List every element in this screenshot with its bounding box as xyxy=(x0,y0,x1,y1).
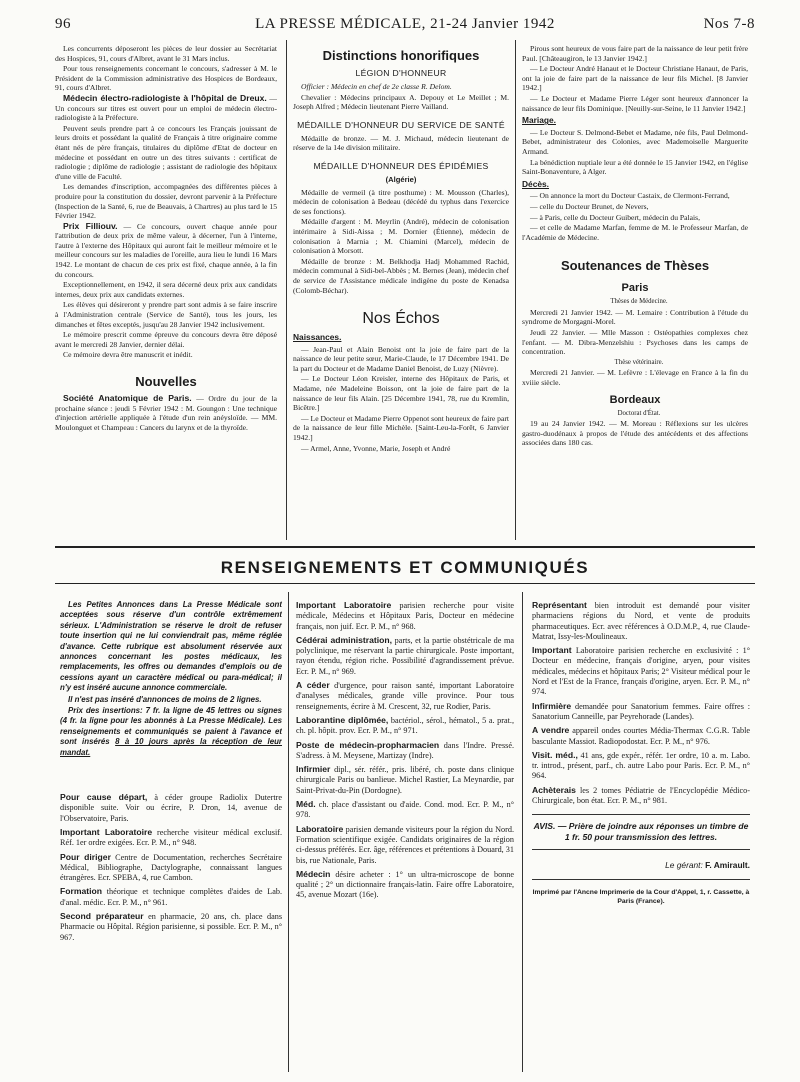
paragraph: Chevalier : Médecins principaux A. Depouy et Le Meillet ; M. Joseph Alfred ; Médecin lieutenant Pierre Vailland. xyxy=(293,92,509,112)
avis-text: AVIS. — Prière de joindre aux réponses un timbre de 1 fr. 50 pour transmission des lettres. xyxy=(533,821,749,843)
ad-item xyxy=(296,824,514,866)
ad-item xyxy=(60,852,282,884)
page-header xyxy=(55,14,755,38)
column-divider xyxy=(286,40,287,540)
intro-paragraph: Il n'est pas inséré d'annonces de moins de 2 lignes. xyxy=(68,694,262,704)
ad-text: parisien recherche pour visite médicale, Médecins et Hôpitaux Paris, Docteur en médecine français, non juif. Ecr. P. M., n° 968. xyxy=(296,601,514,631)
ad-lead: Infirmière xyxy=(532,700,572,711)
ad-text: à céder groupe Radiolix Dutertre disponible suite. Voir ou écrire, P. Dron, 14, avenue de l'Observatoire, Paris. xyxy=(60,793,282,823)
paragraph: Médaille de vermeil (à titre posthume) : M. Mousson (Charles), médecin de colonisation à Bedeau (décédé du typhus dans l'exercice de ses fonctions). xyxy=(293,187,509,216)
subsection-title: LÉGION D'HONNEUR xyxy=(355,68,447,78)
ad-item xyxy=(296,799,514,821)
intro-text-underlined: 8 à 10 jours après la réception de leur mandat. xyxy=(60,737,282,757)
banner-rule-bottom xyxy=(55,583,755,584)
ad-text: Centre de Documentation, recherches Secrétaire Médical, Bibliographe, Dactylographe, connaissant langues étrangères. Ecr. SPEBA, 4, rue Cambon. xyxy=(60,852,282,883)
thesis-type: Doctorat d'État. xyxy=(617,409,661,417)
column-divider xyxy=(522,592,523,1072)
section-title-theses: Soutenances de Thèses xyxy=(560,258,710,274)
paragraph: 19 au 24 Janvier 1942. — M. Moreau : Réflexions sur les ulcères gastro-duodénaux à propos de l'étude des antécédents et des affections associées dans 180 cas. xyxy=(522,419,748,448)
paragraph: — On annonce la mort du Docteur Castaix, de Clermont-Ferrand, xyxy=(530,191,730,201)
section-title-echos: Nos Échos xyxy=(362,310,440,328)
ad-lead: Infirmier xyxy=(296,764,331,775)
banner-rule-top xyxy=(55,546,755,548)
banner-title: RENSEIGNEMENTS ET COMMUNIQUÉS xyxy=(220,558,590,577)
paragraph: — Le Docteur André Hanaut et le Docteur Christiane Hanaut, de Paris, ont la joie de faire part de la naissance de leur fils Michel. [8 Janvier 1942.] xyxy=(522,64,748,93)
paragraph: Officier : Médecin en chef de 2e classe R. Delom. xyxy=(301,82,452,91)
ad-lead: Représentant xyxy=(532,600,587,610)
ad-lead: Second préparateur xyxy=(60,911,144,922)
section-title-nouvelles: Nouvelles xyxy=(135,374,197,389)
ad-lead: Achèterais xyxy=(532,784,576,795)
intro-paragraph xyxy=(60,706,282,758)
paragraph: Jeudi 22 Janvier. — Mlle Masson : Ostéopathies complexes chez l'enfant. — M. Dibra-Menzelshiu : Psychoses dans les camps de concentration. xyxy=(522,328,748,357)
ad-lead: Médecin xyxy=(296,868,331,879)
paragraph: Mercredi 21 Janvier 1942. — M. Lemaire : Contribution à l'étude du syndrome de Morgagni-Morel. xyxy=(522,307,748,327)
ad-lead: Laborantine diplômée, xyxy=(296,714,389,725)
ad-lead: Pour diriger xyxy=(60,851,111,862)
paragraph-text: — Ordre du jour de la prochaine séance : jeudi 5 Février 1942 : M. Goungon : Une technique d'injection artérielle appliquée à l'étude d'un rein anéysloïde. — MM. Moulonguet et Champeau : Cancers du larynx et de la thyroïde. xyxy=(55,394,277,432)
ad-lead: A céder xyxy=(296,680,330,691)
ads-column-middle xyxy=(296,600,514,1070)
column-middle xyxy=(293,44,509,540)
column-right xyxy=(522,44,748,540)
gerant-label: Le gérant: xyxy=(665,860,703,871)
ad-item xyxy=(60,792,282,824)
ad-text: recherche visiteur médical exclusif. Réf. 1er ordre exigées. Ecr. P. M., n° 948. xyxy=(60,827,282,848)
paragraph: Exceptionnellement, en 1942, il sera décerné deux prix aux candidats internes, deux prix aux candidats externes. xyxy=(55,280,277,299)
imprimeur-divider xyxy=(532,879,750,880)
paragraph: — Armel, Anne, Yvonne, Marie, Joseph et André xyxy=(301,443,451,453)
ad-text: 41 ans, gde expér., référ. 1er ordre, 10 a. m. Labo. tr. introd., présent, parf., ch. autre Labo pour Paris. Ecr. P. M., n° 964. xyxy=(532,750,750,781)
ad-item xyxy=(296,600,514,632)
column-left xyxy=(55,44,277,540)
journal-title: LA PRESSE MÉDICALE, 21-24 Janvier 1942 xyxy=(255,16,555,32)
paragraph: — Le Docteur et Madame Pierre Léger sont heureux d'annoncer la naissance de leur fils Dominique. [Neuilly-sur-Seine, le 11 Janvier 1942.] xyxy=(522,93,748,113)
ad-item xyxy=(532,645,750,697)
city-heading-paris: Paris xyxy=(621,282,649,295)
column-divider xyxy=(515,40,516,540)
paragraph-text: — Ce concours, ouvert chaque année pour l'attribution de deux prix de même valeur, à décerner, l'un à l'interne, l'autre à l'externe des Hôpitaux qui auront fait le meilleur mémoire et le meilleur concours sur les maladies de l'oreille, aura lieu le lundi 16 Mars 1942. Le montant de chacun de ces prix est fixé, chaque année, à la fin du concours. xyxy=(55,221,277,279)
lead-text: Prix Filliouv. xyxy=(63,220,118,231)
issue-number: Nos 7-8 xyxy=(703,16,755,32)
ad-item xyxy=(532,600,750,642)
ad-lead: A vendre xyxy=(532,725,570,736)
ad-text: en pharmacie, 20 ans, ch. place dans Pharmacie ou Hôpital. Région parisienne, si possible. Ecr. P. M., n° 967. xyxy=(60,912,282,942)
paragraph-text: — Un concours sur titres est ouvert pour un emploi de médecin électro-radiologiste à la Préfecture. xyxy=(55,93,277,123)
ads-column-left xyxy=(60,600,282,1070)
imprimeur-text: Imprimé par l'Ancne Imprimerie de la Cour d'Appel, 1, r. Cassette, à Paris (France). xyxy=(532,888,750,905)
ad-text: parts, et la partie obstétricale de ma polyclinique, me réservant la partie chirurgicale. Poste important, rayon étendu, région riche. Possibilité d'agrandissement prévue. Ecr. P. M., n° 969. xyxy=(296,635,514,676)
subsection-title: MÉDAILLE D'HONNEUR DES ÉPIDÉMIES xyxy=(313,160,489,171)
ad-text: bien introduit est demandé pour visiter pharmaciens régions du Nord, et vente de produits pharmaceutiques. Ecr. avec références à O.D.M.P., 4, rue Claude-Matrat, Issy-les-Moulineaux. xyxy=(532,601,750,641)
paragraph xyxy=(55,394,277,432)
ad-text: demandée pour Sanatorium femmes. Faire offres : Sanatorium Canneille, par Peyrehorade (Landes). xyxy=(532,701,750,721)
paragraph: Les élèves qui désireront y prendre part sont admis à se faire inscrire à l'Administration centrale (Service de Santé), tous les jours, les dimanches et fêtes exceptés, jusqu'au 28 Janvier 1942 inclusivement. xyxy=(55,300,277,329)
category-mariage: Mariage. xyxy=(522,115,556,126)
intro-paragraph: Les Petites Annonces dans La Presse Médicale sont acceptées sous réserve d'un contrôle extrêmement sérieux. L'Administration se réserve le droit de refuser toute insertion qui ne lui conviendrait pas, même réglée d'avance. Cette rubrique est absolument réservée aux annonces concernant les postes médicaux, les remplacements, les offres ou demandes d'emplois ou de cessions ayant un caractère médical ou para-médical; il n'y est inséré aucune annonce commerciale. xyxy=(60,600,282,693)
paragraph: Médaille de bronze : M. Belkhodja Hadj Mohammed Rachid, médecin communal à Sidi-bel-Abbès ; M. Bernes (Jean), médecin chef de service de l'Assistance médicale indigène du poste de Kenadsa (Colomb-Béchar). xyxy=(293,256,509,295)
paragraph: — celle du Docteur Brunet, de Nevers, xyxy=(530,201,649,211)
paragraph: Le mémoire prescrit comme épreuve du concours devra être déposé avant le mercredi 28 Janvier, dernier délai. xyxy=(55,330,277,349)
ad-lead: Important Laboratoire xyxy=(60,826,153,837)
ad-item xyxy=(60,827,282,849)
ad-text: dans l'Indre. Pressé. S'adress. à M. Meysene, Martizay (Indre). xyxy=(296,740,514,760)
ads-column-right xyxy=(532,600,750,1070)
paragraph: — Le Docteur S. Delmond-Bebet et Madame, née fils, Paul Delmond-Bebet, administrateur des Colonies, avec Mademoiselle Marguerite Armand. xyxy=(522,127,748,156)
paragraph: Pour tous renseignements concernant le concours, s'adresser à M. le Président de la Commission administrative des Hospices de Bordeaux, 91, cours d'Albret. xyxy=(55,64,277,93)
ad-lead: Pour cause départ, xyxy=(60,792,148,803)
column-divider xyxy=(288,592,289,1072)
ad-item xyxy=(296,635,514,677)
lead-text: Médecin électro-radiologiste à l'hôpital de Dreux. xyxy=(63,92,267,103)
ad-lead: Visit. méd., xyxy=(532,749,578,760)
ad-item xyxy=(532,785,750,807)
thesis-type: Thèse vétérinaire. xyxy=(614,358,664,366)
ad-lead: Important Laboratoire xyxy=(296,600,392,610)
page-number: 96 xyxy=(55,16,71,32)
subsection-title: MÉDAILLE D'HONNEUR DU SERVICE DE SANTÉ xyxy=(297,119,505,130)
paragraph xyxy=(55,94,277,123)
city-heading-bordeaux: Bordeaux xyxy=(609,393,661,406)
thesis-type: Thèses de Médecine. xyxy=(610,298,668,306)
paragraph: Peuvent seuls prendre part à ce concours les Français jouissant de leurs droits et possédant la qualité de Français à titre originaire comme étant nés de père français, titulaires du diplôme d'Etat de docteur en médecine et possédant en outre un des titres suivants : certificat de radiologie ; diplôme de radiologie ; assistant de radiologie des hôpitaux d'une ville de Faculté. xyxy=(55,123,277,181)
ad-item xyxy=(296,764,514,796)
ad-lead: Formation xyxy=(60,886,103,897)
section-title-distinctions: Distinctions honorifiques xyxy=(322,48,480,63)
paragraph: — Le Docteur et Madame Pierre Oppenot sont heureux de faire part de la naissance de leur fille Michèle. [Saint-Leu-la-Forêt, 6 Janvier 1942.] xyxy=(293,413,509,443)
ad-lead: Important xyxy=(532,645,572,656)
ad-item xyxy=(532,725,750,747)
paragraph xyxy=(55,222,277,280)
ad-lead: Poste de médecin-propharmacien xyxy=(296,739,440,750)
ad-item xyxy=(296,715,514,737)
avis-box xyxy=(532,814,750,850)
ad-text: Laboratoire parisien recherche en exclusivité : 1° Docteur en médecine, français d'origine, aryen, pour visites médicales, médecins et hôpitaux Paris; 2° Visiteur médical pour le Nord et l'Est de la France, français d'origine, aryen. Ecr. P. M., n° 974. xyxy=(532,646,750,697)
paragraph: Les concurrents déposeront les pièces de leur dossier au Secrétariat des Hospices, 91, cours d'Albret, avant le 31 Mars inclus. xyxy=(55,44,277,63)
subsection-subtitle: (Algérie) xyxy=(385,174,417,184)
ad-text: appareil ondes courtes Média-Thermax C.G.R. Table basculante Massiot. Radiopodostat. Ecr. P. M., n° 976. xyxy=(532,726,750,746)
paragraph: La bénédiction nuptiale leur a été donnée le 15 Janvier 1942, en l'église Saint-Bonaventure, à Alger. xyxy=(522,157,748,177)
paragraph: Pirous sont heureux de vous faire part de la naissance de leur petit frère Paul. [Châteaugiron, le 13 Janvier 1942.] xyxy=(522,44,748,63)
ad-item xyxy=(532,701,750,723)
paragraph: Les demandes d'inscription, accompagnées des différentes pièces à produire pour la constitution du dossier, devront parvenir à la Préfecture (Inspection de la Santé, 6, rue de Beauvais, à Chartres) au plus tard le 15 Février 1942. xyxy=(55,182,277,221)
gerant-line xyxy=(532,860,750,870)
ad-text: parisien demande visiteurs pour la région du Nord. Formation scientifique exigée. Candidats originaires de la région ci-dessus préférés. Ecr. âge, références et prétentions à Douard, 31 bis, rue Nationale, Paris. xyxy=(296,824,514,865)
ad-lead: Laboratoire xyxy=(296,823,344,834)
ad-text: ch. place d'assistant ou d'aide. Cond. mod. Ecr. P. M., n° 978. xyxy=(296,800,514,820)
ad-item xyxy=(296,680,514,712)
ads-intro xyxy=(60,600,282,758)
ad-text: désire acheter : 1° un ultra-microscope de bonne qualité ; 2° un dictionnaire français-latin. Faire offre Laboratoire, 45, avenue Mozart (16e). xyxy=(296,869,514,900)
ad-lead: Méd. xyxy=(296,799,316,810)
paragraph: — Le Docteur Léon Kreisler, interne des Hôpitaux de Paris, et Madame, née Madeleine Boisson, ont la joie de faire part de la naissance de leur fils Alain. [25 Décembre 1941, 78, rue du Kremlin, Bicêtre.] xyxy=(293,374,509,413)
ad-lead: Cédérai administration, xyxy=(296,634,393,645)
paragraph: Ce mémoire devra être manuscrit et inédit. xyxy=(63,350,193,360)
gerant-name: F. Amirault. xyxy=(705,860,750,871)
ad-text: d'urgence, pour raison santé, important Laboratoire d'analyses médicales, grande ville province. Pour tous renseignements, écrire à M. Crescent, 32, rue Rodier, Paris. xyxy=(296,681,514,711)
ad-text: théorique et technique complètes d'aides de Lab. d'anal. médic. Ecr. P. M., n° 961. xyxy=(60,887,282,907)
ad-item xyxy=(532,750,750,782)
paragraph: — et celle de Madame Marfan, femme de M. le Professeur Marfan, de l'Académie de Médecine. xyxy=(522,223,748,242)
paragraph: Mercredi 21 Janvier. — M. Lefèvre : L'élevage en France à la fin du xviiie siècle. xyxy=(522,368,748,388)
paragraph: Médaille d'argent : M. Meyrlin (André), médecin de colonisation intérimaire à Sidi-Aissa ; M. Dornier (Étienne), médecin de colonisation à Marnia ; M. Chiamini (Marcel), médecin de colonisation à Morsott. xyxy=(293,217,509,256)
ad-item xyxy=(296,869,514,901)
paragraph: — à Paris, celle du Docteur Guibert, médecin du Palais, xyxy=(530,212,700,222)
ad-item xyxy=(60,886,282,908)
ad-item xyxy=(60,911,282,943)
category-deces: Décès. xyxy=(522,178,550,189)
ad-text: bactériol., sérol., hématol., 5 a. prat., ch. pl. hôpit. prov. Ecr. P. M., n° 971. xyxy=(296,715,514,736)
intro-text: Prix des insertions: 7 fr. la ligne de 45 lettres ou signes (4 fr. la ligne pour les abonnés à La Presse Médicale). Les renseignements et communiqués se paient à l'avance et sont insérés xyxy=(60,706,282,747)
ad-text: les 2 tomes Pédiatrie de l'Encyclopédie Médico-Chirurgicale, bon état. Ecr. P. M., n° 981. xyxy=(532,785,750,806)
category-naissances: Naissances. xyxy=(293,332,342,343)
ad-item xyxy=(296,740,514,762)
paragraph: Médaille de bronze. — M. J. Michaud, médecin lieutenant de réserve de la 14e division militaire. xyxy=(293,133,509,153)
lead-text: Société Anatomique de Paris. xyxy=(63,393,192,403)
paragraph: — Jean-Paul et Alain Benoist ont la joie de faire part de la naissance de leur petite sœur, Marie-Claude, le 17 Décembre 1941. De la part du Docteur et de Madame Daniel Benoist, de Luzy (Nièvre). xyxy=(293,344,509,373)
ad-text: dipl., sér. référ., pris. libéré, ch. poste dans clinique chirurgicale Paris ou banlieue. Michel Rastier, La Meynardie, par Saint-Privat-du-Pin (Dordogne). xyxy=(296,765,514,795)
